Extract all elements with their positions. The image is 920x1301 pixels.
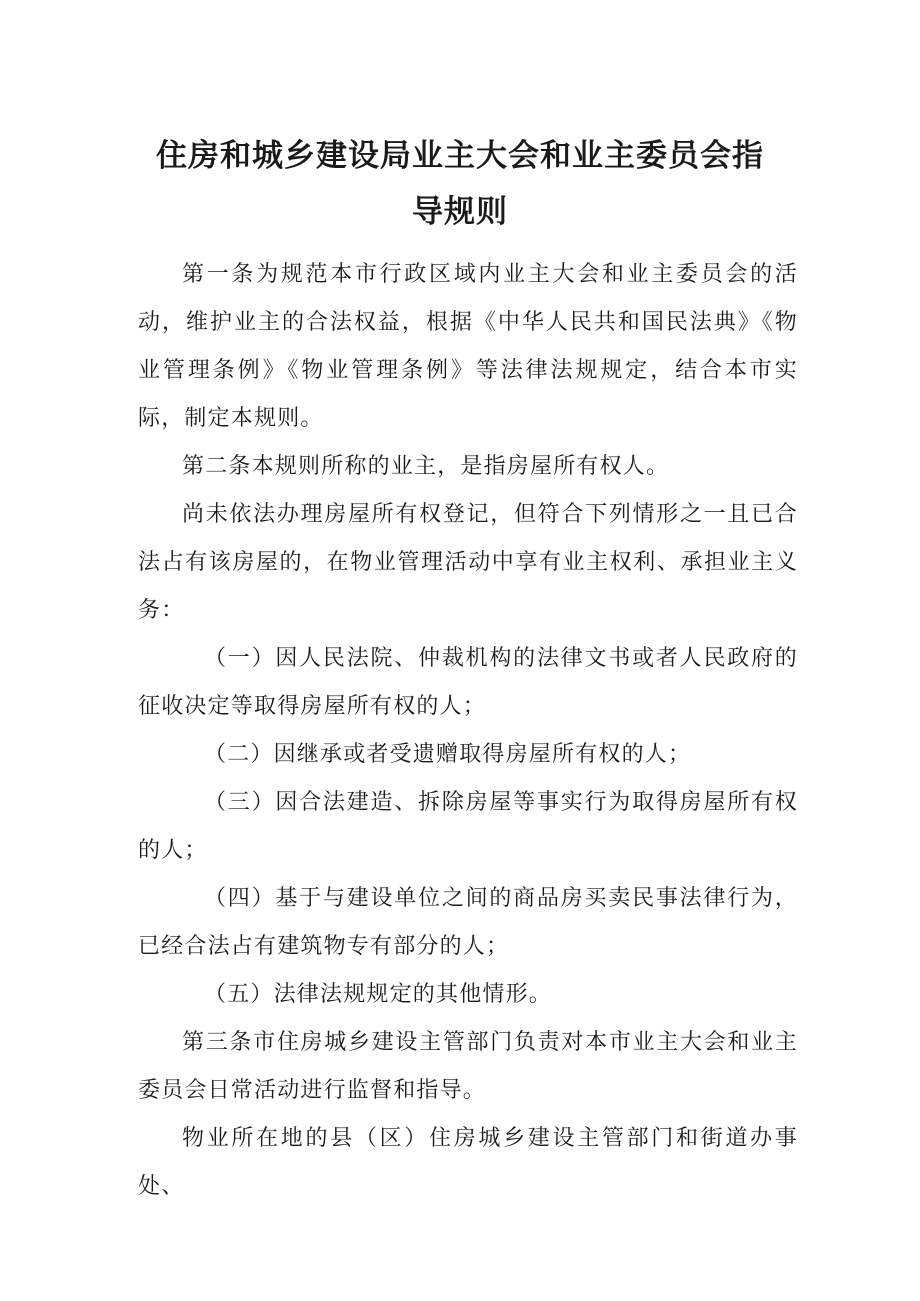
article-2-paragraph: 第二条本规则所称的业主，是指房屋所有权人。 <box>182 454 670 479</box>
document-title <box>140 128 780 240</box>
title-line-2: 导规则 <box>412 194 508 230</box>
title-line-1: 住房和城乡建设局业主大会和业主委员会指 <box>156 138 764 174</box>
list-item-3: （三）因合法建造、拆除房屋等事实行为取得房屋所有权的人； <box>138 790 798 863</box>
list-item-5: （五）法律法规规定的其他情形。 <box>204 982 553 1007</box>
document-body <box>138 251 798 1211</box>
article-3-continuation: 物业所在地的县（区）住房城乡建设主管部门和街道办事处、 <box>138 1126 798 1199</box>
article-2-continuation: 尚未依法办理房屋所有权登记，但符合下列情形之一且已合法占有该房屋的，在物业管理活动中享有业主权利、承担业主义务： <box>138 502 798 623</box>
article-1-paragraph: 第一条为规范本市行政区域内业主大会和业主委员会的活动，维护业主的合法权益，根据《中华人民共和国民法典》《物业管理条例》《物业管理条例》等法律法规规定，结合本市实际，制定本规则。 <box>138 262 798 431</box>
list-item-2: （二）因继承或者受遗赠取得房屋所有权的人； <box>204 742 692 767</box>
list-item-1: （一）因人民法院、仲裁机构的法律文书或者人民政府的征收决定等取得房屋所有权的人； <box>138 646 798 719</box>
list-item-4: （四）基于与建设单位之间的商品房买卖民事法律行为，已经合法占有建筑物专有部分的人； <box>138 886 798 959</box>
article-3-paragraph: 第三条市住房城乡建设主管部门负责对本市业主大会和业主委员会日常活动进行监督和指导。 <box>138 1030 798 1103</box>
